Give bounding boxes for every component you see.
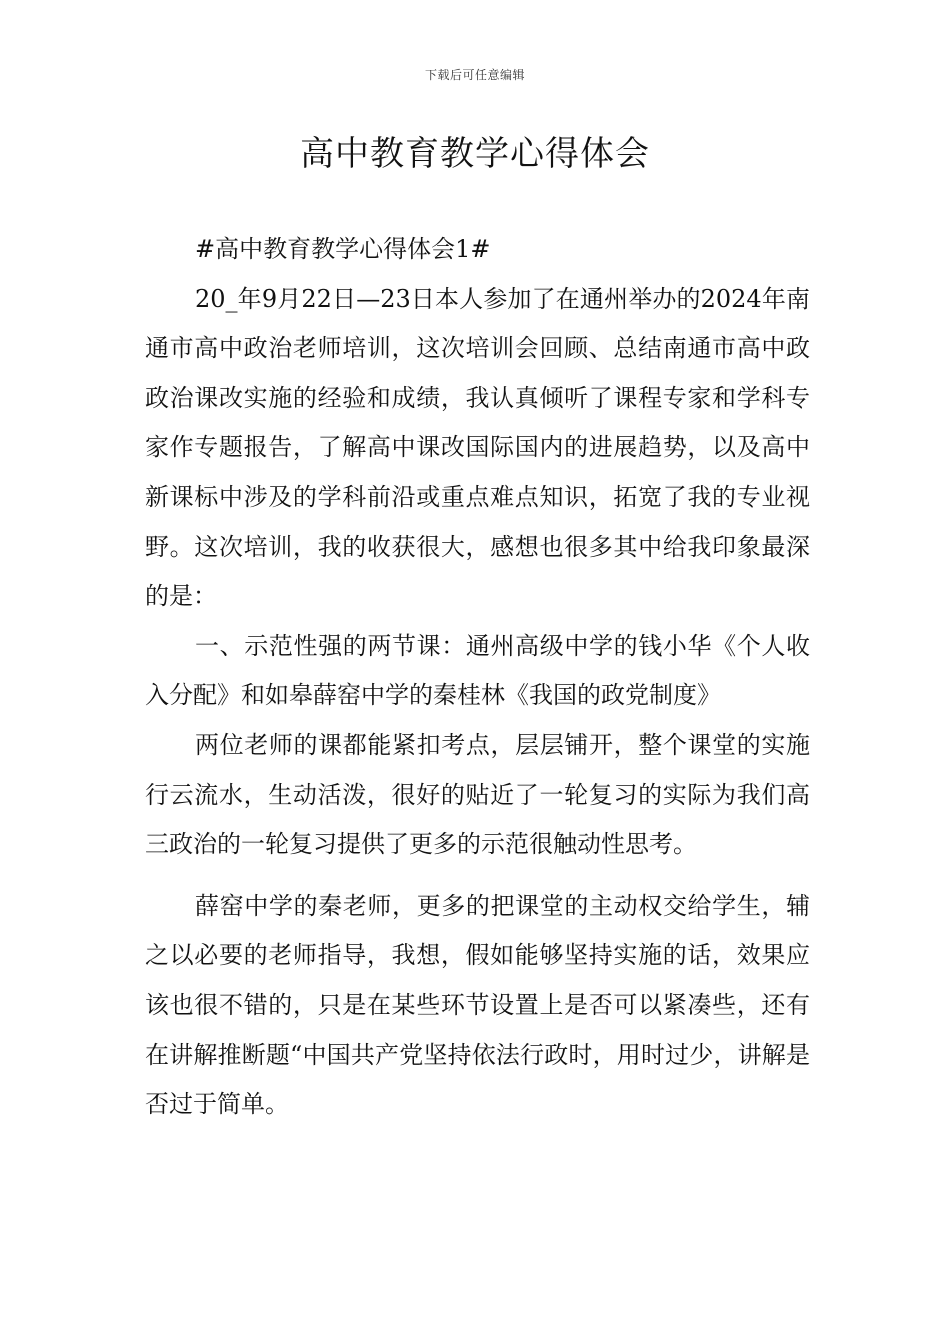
document-title: 高中教育教学心得体会 [300,134,650,174]
paragraph-teachers: 两位老师的课都能紧扣考点，层层铺开，整个课堂的实施行云流水，生动活泼，很好的贴近了一轮复习的实际为我们高三政治的一轮复习提供了更多的示范很触动性思考。 [145,730,810,859]
paragraph-point-one: 一、示范性强的两节课：通州高级中学的钱小华《个人收入分配》和如皋薛窑中学的秦桂林《我国的政党制度》 [145,631,810,710]
document-body [145,225,810,1130]
paragraph-xueyao: 薛窑中学的秦老师，更多的把课堂的主动权交给学生，辅之以必要的老师指导，我想，假如能够坚持实施的话，效果应该也很不错的，只是在某些环节设置上是否可以紧凑些，还有在讲解推断题“中国共产党坚持依法行政时，用时过少，讲解是否过于简单。 [145,891,810,1119]
page-header-note: 下载后可任意编辑 [424,68,525,82]
paragraph-intro: 20_年9月22日—23日本人参加了在通州举办的2024年南通市高中政治老师培训，这次培训会回顾、总结南通市高中政政治课改实施的经验和成绩，我认真倾听了课程专家和学科专家作专题报告，了解高中课改国际国内的进展趋势，以及高中新课标中涉及的学科前沿或重点难点知识，拓宽了我的专业视野。这次培训，我的收获很大，感想也很多其中给我印象最深的是： [145,284,810,611]
section-heading: #高中教育教学心得体会1# [195,235,491,263]
